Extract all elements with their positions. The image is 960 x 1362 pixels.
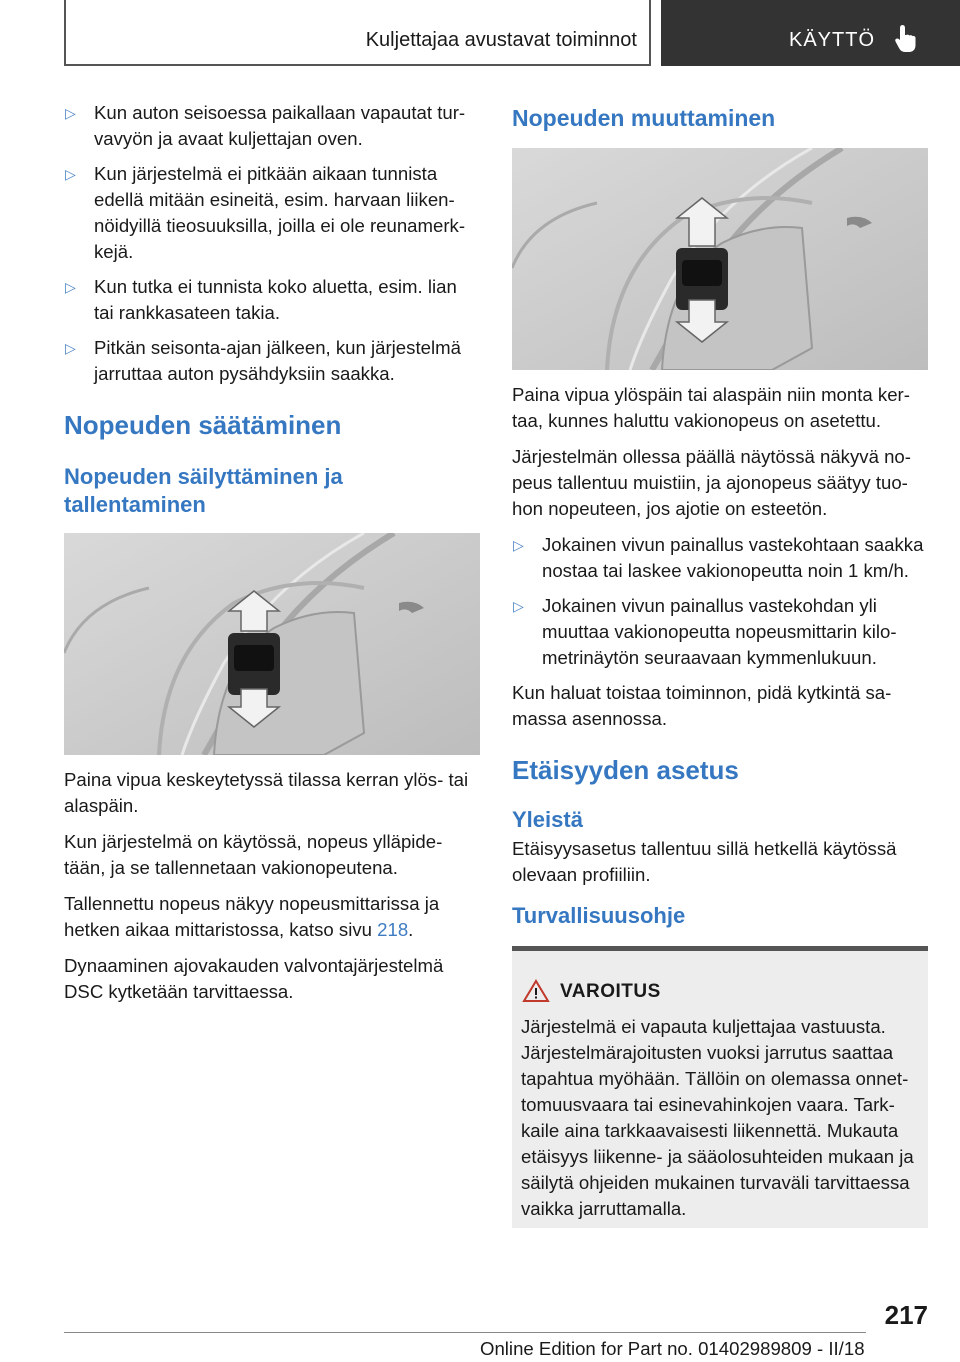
left-column bbox=[64, 100, 480, 1015]
paragraph: Kun haluat toistaa toiminnon, pidä kytkintä sa-massa asennossa. bbox=[512, 682, 892, 729]
paragraph: Dynaaminen ajovakauden valvontajärjestelmä DSC kytketään tarvittaessa. bbox=[64, 955, 444, 1002]
warning-box bbox=[512, 946, 928, 1228]
page-number: 217 bbox=[884, 1300, 928, 1330]
paragraph: Kun järjestelmä on käytössä, nopeus ylläpide-tään, ja se tallennetaan vakionopeutena. bbox=[64, 831, 443, 878]
section-heading: Nopeuden muuttaminen bbox=[512, 105, 776, 131]
bullet-triangle-icon: ▷ bbox=[513, 598, 524, 614]
right-column bbox=[512, 100, 928, 930]
bullet-triangle-icon: ▷ bbox=[65, 105, 76, 121]
list-item: ▷ Kun tutka ei tunnista koko aluetta, esim. lian tai rankkasateen takia. bbox=[65, 276, 457, 323]
bullet-triangle-icon: ▷ bbox=[65, 166, 76, 182]
paragraph: Paina vipua ylöspäin tai alaspäin niin monta ker-taa, kunnes haluttu vakionopeus on asetettu. bbox=[512, 384, 910, 431]
list-item: ▷ Kun järjestelmä ei pitkään aikaan tunnista edellä mitään esineitä, esim. harvaan liiken-nöidyillä tieosuuksilla, joilla ei ole reunamerk-kejä. bbox=[65, 163, 466, 262]
footer-divider bbox=[64, 1332, 866, 1333]
warning-triangle-icon bbox=[522, 979, 550, 1003]
list-item: ▷ Jokainen vivun painallus vastekohdan yli muuttaa vakionopeutta nopeusmittarin kilo-metrinäytön seuraavaan kymmenlukuun. bbox=[513, 595, 897, 668]
list-item: ▷ Pitkän seisonta-ajan jälkeen, kun järjestelmä jarruttaa auton pysähdyksiin saakka. bbox=[65, 337, 461, 384]
subsection-heading: Yleistä bbox=[512, 807, 583, 832]
page-link[interactable]: 218 bbox=[377, 919, 409, 940]
footer-edition: Online Edition for Part no. 01402989809 - II/18 bbox=[480, 1338, 865, 1359]
list-item: ▷ Jokainen vivun painallus vastekohtaan saakka nostaa tai laskee vakionopeutta noin 1 km/h. bbox=[513, 534, 924, 581]
left-bullet-list bbox=[64, 100, 480, 387]
paragraph: Paina vipua keskeytetyssä tilassa kerran ylös- tai alaspäin. bbox=[64, 769, 469, 816]
subsection-heading: Turvallisuusohje bbox=[512, 903, 686, 928]
paragraph: Etäisyysasetus tallentuu sillä hetkellä käytössä olevaan profiiliin. bbox=[512, 838, 897, 885]
steering-wheel-rocker-image bbox=[64, 533, 480, 755]
warning-text: Järjestelmä ei vapauta kuljettajaa vastuusta. Järjestelmärajoitusten vuoksi jarrutus saattaa tapahtua myöhään. Tällöin on olemassa onnet-tomuusvaara tai esinevahinkojen vaara. Tark-kaile aina tarkkaavaisesti liikennettä. Mukauta etäisyys liikenne- ja sääolosuhteiden mukaan ja säilytä ohjeiden mukainen turvaväli tarvittaessa vaikka jarruttamalla. bbox=[521, 1016, 914, 1219]
paragraph: Järjestelmän ollessa päällä näytössä näkyvä no-peus tallentuu muistiin, ja ajonopeus säätyy tuo-hon nopeuteen, jos ajotie on esteetön. bbox=[512, 446, 911, 519]
warning-title: VAROITUS bbox=[560, 981, 661, 1002]
bullet-triangle-icon: ▷ bbox=[65, 340, 76, 356]
steering-wheel-rocker-image-2 bbox=[512, 148, 928, 370]
bullet-triangle-icon: ▷ bbox=[65, 279, 76, 295]
header-chapter-title: KÄYTTÖ bbox=[789, 29, 876, 51]
right-bullet-list bbox=[512, 532, 928, 671]
paragraph: Tallennettu nopeus näkyy nopeusmittarissa ja hetken aikaa mittaristossa, katso sivu 218. bbox=[64, 893, 440, 940]
hand-pointing-icon bbox=[894, 24, 920, 54]
bullet-triangle-icon: ▷ bbox=[513, 537, 524, 553]
section-heading: Etäisyyden asetus bbox=[512, 755, 739, 785]
subsection-heading: Nopeuden säilyttäminen ja tallentaminen bbox=[64, 464, 343, 517]
header-section-box bbox=[64, 0, 651, 66]
header-section-title: Kuljettajaa avustavat toiminnot bbox=[365, 29, 637, 51]
section-heading: Nopeuden säätäminen bbox=[64, 410, 342, 440]
list-item: ▷ Kun auton seisoessa paikallaan vapautat tur-vavyön ja avaat kuljettajan oven. bbox=[65, 102, 466, 149]
